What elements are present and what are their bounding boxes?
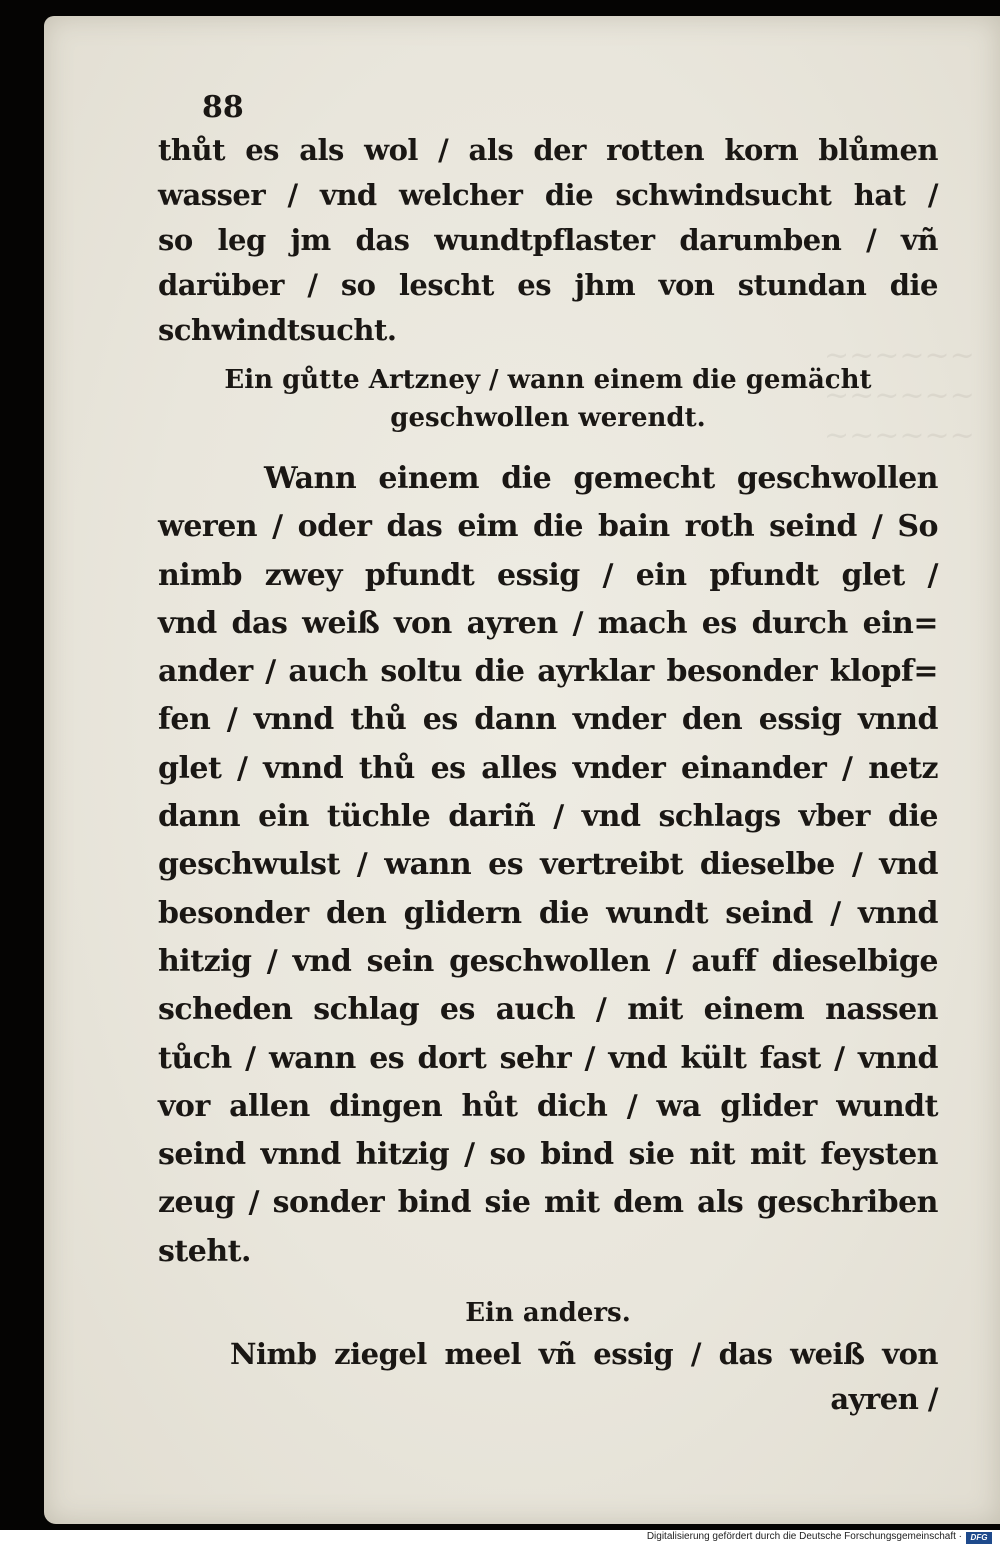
text-line: vnd das weiß von ayren / mach es durch ein=	[158, 605, 938, 641]
text-line: schwindtsucht.	[158, 313, 397, 347]
text-line: hitzig / vnd sein geschwollen / auff dieselbige	[158, 943, 938, 979]
text-line: fen / vnnd thů es dann vnder den essig vnnd	[158, 702, 938, 738]
footer-bar	[0, 1530, 1000, 1546]
page-text	[158, 88, 938, 1422]
heading-line: Ein gůtte Artzney / wann einem die gemächt	[224, 365, 872, 395]
text-line: zeug / sonder bind sie mit dem als geschriben	[158, 1185, 938, 1221]
show-through: ~~~~~~ ~~~~~~ ~~~~~~	[824, 338, 975, 453]
text-line: weren / oder das eim die bain roth seind / So	[158, 509, 938, 545]
text-line: so leg jm das wundtpflaster darumben / vñ	[158, 223, 938, 257]
text-line: tůch / wann es dort sehr / vnd kült fast / vnnd	[158, 1040, 938, 1076]
text-line: Wann einem die gemecht geschwollen	[264, 461, 938, 496]
text-line: Nimb ziegel meel vñ essig / das weiß von	[230, 1337, 938, 1372]
text-line: dann ein tüchle dariñ / vnd schlags vber die	[158, 799, 938, 835]
spacer	[158, 353, 938, 361]
heading-line: geschwollen werendt.	[390, 403, 706, 433]
text-line: wasser / vnd welcher die schwindsucht hat /	[158, 178, 938, 212]
text-line: scheden schlag es auch / mit einem nassen	[158, 992, 938, 1028]
paragraph-main	[158, 455, 938, 1276]
paragraph-last	[158, 1332, 938, 1422]
footer-credit: Digitalisierung gefördert durch die Deutsche Forschungsgemeinschaft ·	[646, 1531, 962, 1542]
text-line: besonder den glidern die wundt seind / vnnd	[158, 895, 938, 931]
text-line: vor allen dingen hůt dich / wa glider wundt	[158, 1088, 938, 1124]
spacer	[158, 1276, 938, 1294]
text-line: thůt es als wol / als der rotten korn blůmen	[158, 133, 938, 167]
text-line: steht.	[158, 1233, 251, 1269]
paragraph-top	[158, 128, 938, 353]
text-line: darüber / so lescht es jhm von stundan die	[158, 268, 938, 302]
text-line: geschwulst / wann es vertreibt dieselbe / vnd	[158, 847, 938, 883]
section-heading-2: Ein anders.	[465, 1298, 631, 1329]
text-line: nimb zwey pfundt essig / ein pfundt glet /	[158, 557, 938, 593]
text-line: glet / vnnd thů es alles vnder einander / netz	[158, 750, 938, 786]
text-line: seind vnnd hitzig / so bind sie nit mit feysten	[158, 1137, 938, 1173]
dfg-logo: DFG	[966, 1532, 992, 1544]
text-line: ayren /	[830, 1382, 938, 1417]
text-line: ander / auch soltu die ayrklar besonder klopf=	[158, 654, 938, 690]
page-number: 88	[202, 90, 244, 125]
spacer	[158, 437, 938, 455]
section-heading-1	[158, 361, 938, 437]
